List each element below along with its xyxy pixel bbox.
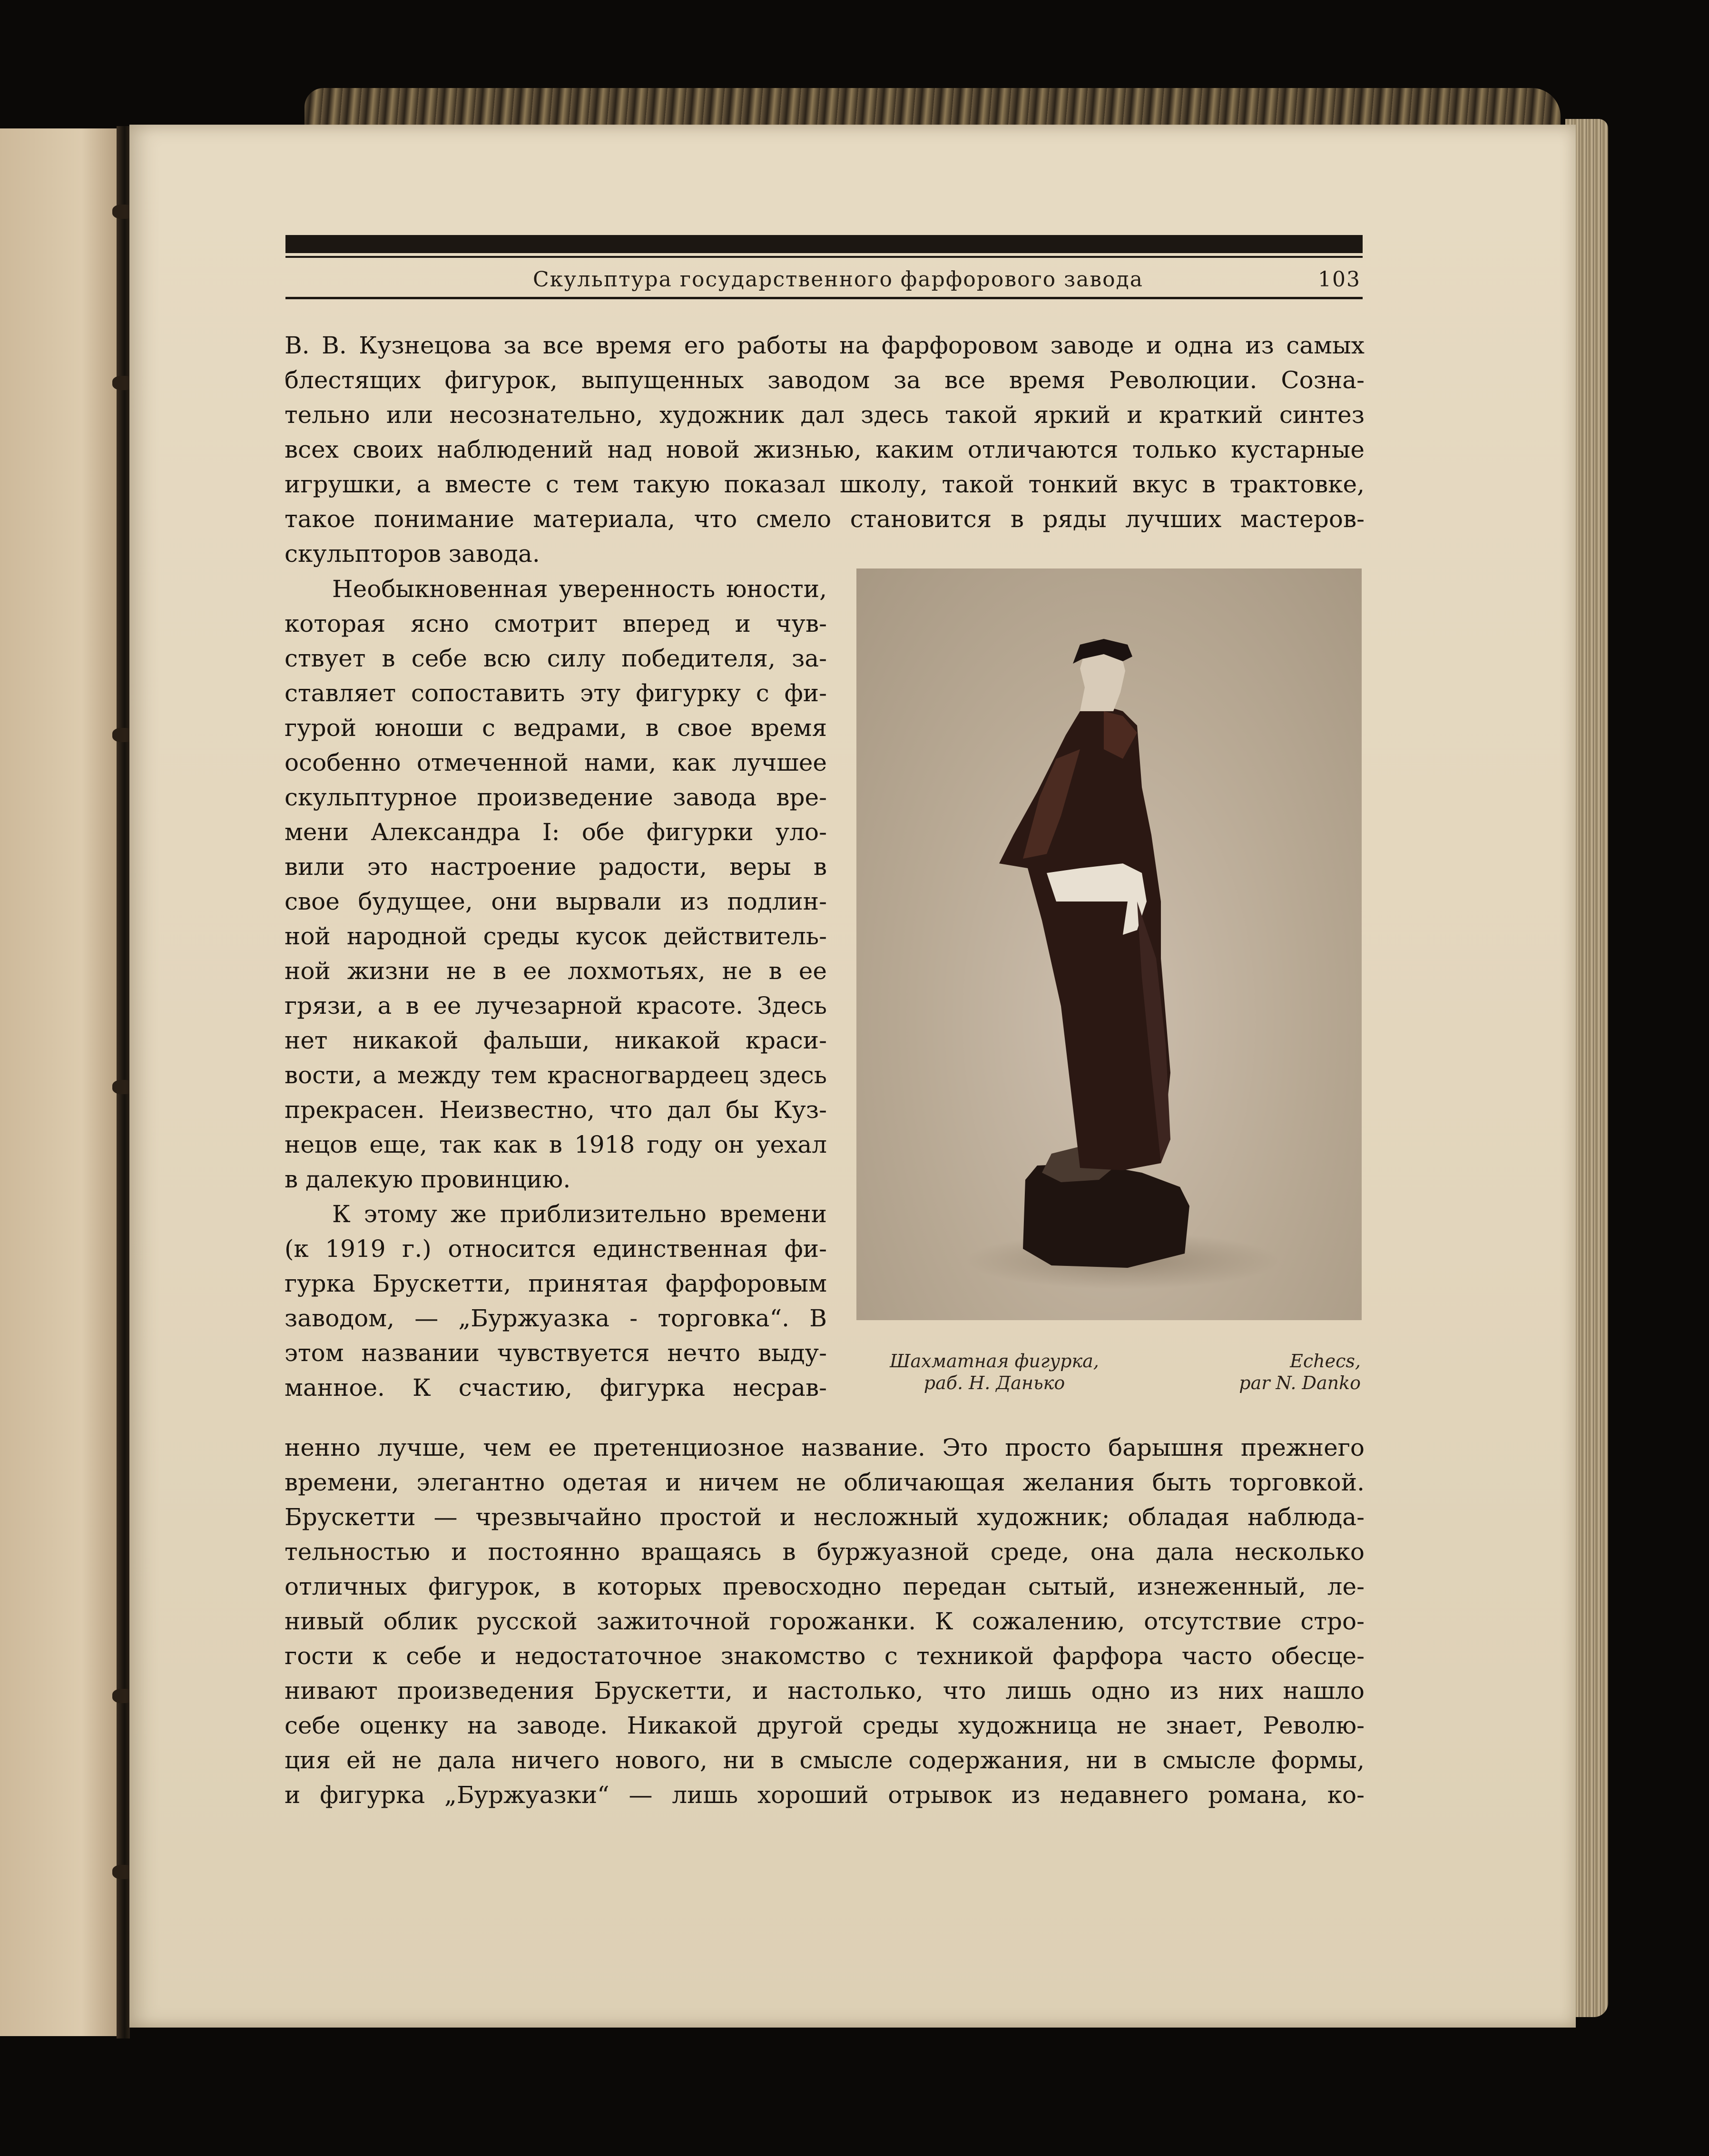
page-number: 103 xyxy=(1318,267,1361,292)
caption-line: раб. Н. Данько xyxy=(923,1372,1065,1393)
text-line: такое понимание материала, что смело становится в ряды лучших мастеров- xyxy=(285,505,1365,533)
text-line: всех своих наблюдений над новой жизнью, каким отличаются только кустарные xyxy=(285,436,1365,463)
text-line: тельно или несознательно, художник дал здесь такой яркий и краткий синтез xyxy=(285,401,1365,429)
text-line: гурка Брускетти, принятая фарфоровым xyxy=(285,1270,827,1297)
text-line: грязи, а в ее лучезарной красоте. Здесь xyxy=(285,992,827,1019)
text-line: К этому же приблизительно времени xyxy=(332,1200,827,1228)
text-line: вили это настроение радости, веры в xyxy=(285,853,827,881)
text-line: игрушки, а вместе с тем такую показал школу, такой тонкий вкус в трактовке, xyxy=(285,470,1365,498)
text-line: и фигурка „Буржуазки“ — лишь хороший отрывок из недавнего романа, ко- xyxy=(285,1781,1365,1809)
text-line: манное. К счастию, фигурка несрав- xyxy=(285,1374,827,1401)
text-line: (к 1919 г.) относится единственная фи- xyxy=(285,1235,827,1263)
text-line: ной народной среды кусок действитель- xyxy=(285,922,827,950)
header-rule-bottom xyxy=(285,297,1363,299)
text-line: гурой юноши с ведрами, в свое время xyxy=(285,714,827,742)
text-line: нет никакой фальши, никакой краси- xyxy=(285,1027,827,1054)
paragraph-left-column xyxy=(285,572,827,1405)
paragraph-bottom xyxy=(285,1431,1365,1813)
text-line: в далекую провинцию. xyxy=(285,1166,571,1193)
text-line: нивый облик русской зажиточной горожанки. К сожалению, отсутствие стро- xyxy=(285,1607,1365,1635)
paragraph-top xyxy=(285,328,1365,571)
text-line: Брускетти — чрезвычайно простой и несложный художник; обладая наблюда- xyxy=(285,1503,1365,1531)
text-line: отличных фигурок, в которых превосходно передан сытый, изнеженный, ле- xyxy=(285,1573,1365,1600)
text-line: гости к себе и недостаточное знакомство с техникой фарфора часто обесце- xyxy=(285,1642,1365,1670)
text-line: особенно отмеченной нами, как лучшее xyxy=(285,749,827,776)
text-line: В. В. Кузнецова за все время его работы на фарфоровом заводе и одна из самых xyxy=(285,332,1365,359)
caption-line: par N. Danko xyxy=(1239,1372,1361,1393)
text-line: этом названии чувствуется нечто выду- xyxy=(285,1339,827,1367)
text-line: ненно лучше, чем ее претенциозное название. Это просто барышня прежнего xyxy=(285,1434,1365,1461)
text-line: скульптурное произведение завода вре- xyxy=(285,784,827,811)
header-rule-thick xyxy=(285,235,1363,253)
text-line: времени, элегантно одетая и ничем не обличающая желания быть торговкой. xyxy=(285,1469,1365,1496)
running-header xyxy=(285,235,1363,299)
header-rule-thin xyxy=(285,256,1363,258)
running-title: Скульптура государственного фарфорового завода xyxy=(533,267,1143,292)
text-line: ставляет сопоставить эту фигурку с фи- xyxy=(285,679,827,707)
text-line: вости, а между тем красногвардеец здесь xyxy=(285,1061,827,1089)
text-line: свое будущее, они вырвали из подлин- xyxy=(285,888,827,915)
text-line: ция ей не дала ничего нового, ни в смысле содержания, ни в смысле формы, xyxy=(285,1746,1365,1774)
text-line: ствует в себе всю силу победителя, за- xyxy=(285,645,827,672)
figure-base xyxy=(1023,1163,1189,1268)
caption-line: Echecs, xyxy=(1290,1351,1361,1372)
figure-caption-french xyxy=(1218,1350,1361,1394)
text-line: ной жизни не в ее лохмотьях, не в ее xyxy=(285,957,827,985)
text-line: Необыкновенная уверенность юности, xyxy=(332,575,827,603)
text-line: нивают произведения Брускетти, и настолько, что лишь одно из них нашло xyxy=(285,1677,1365,1705)
text-line: себе оценку на заводе. Никакой другой среды художница не знает, Револю- xyxy=(285,1712,1365,1739)
text-line: скульпторов завода. xyxy=(285,540,540,568)
text-line: заводом, — „Буржуазка - торговка“. В xyxy=(285,1304,827,1332)
text-line: блестящих фигурок, выпущенных заводом за все время Революции. Созна- xyxy=(285,366,1365,394)
text-line: прекрасен. Неизвестно, что дал бы Куз- xyxy=(285,1096,827,1124)
text-line: нецов еще, так как в 1918 году он уехал xyxy=(285,1131,827,1158)
header-row xyxy=(285,259,1363,297)
text-line: тельностью и постоянно вращаясь в буржуазной среде, она дала несколько xyxy=(285,1538,1365,1566)
text-line: которая ясно смотрит вперед и чув- xyxy=(285,610,827,637)
left-page-edge xyxy=(0,128,117,2036)
caption-line: Шахматная фигурка, xyxy=(890,1351,1099,1372)
porcelain-figure-photo xyxy=(856,568,1362,1320)
figure-illustration xyxy=(856,568,1362,1320)
text-line: мени Александра I: обе фигурки уло- xyxy=(285,818,827,846)
figure-caption-russian xyxy=(871,1350,1118,1394)
